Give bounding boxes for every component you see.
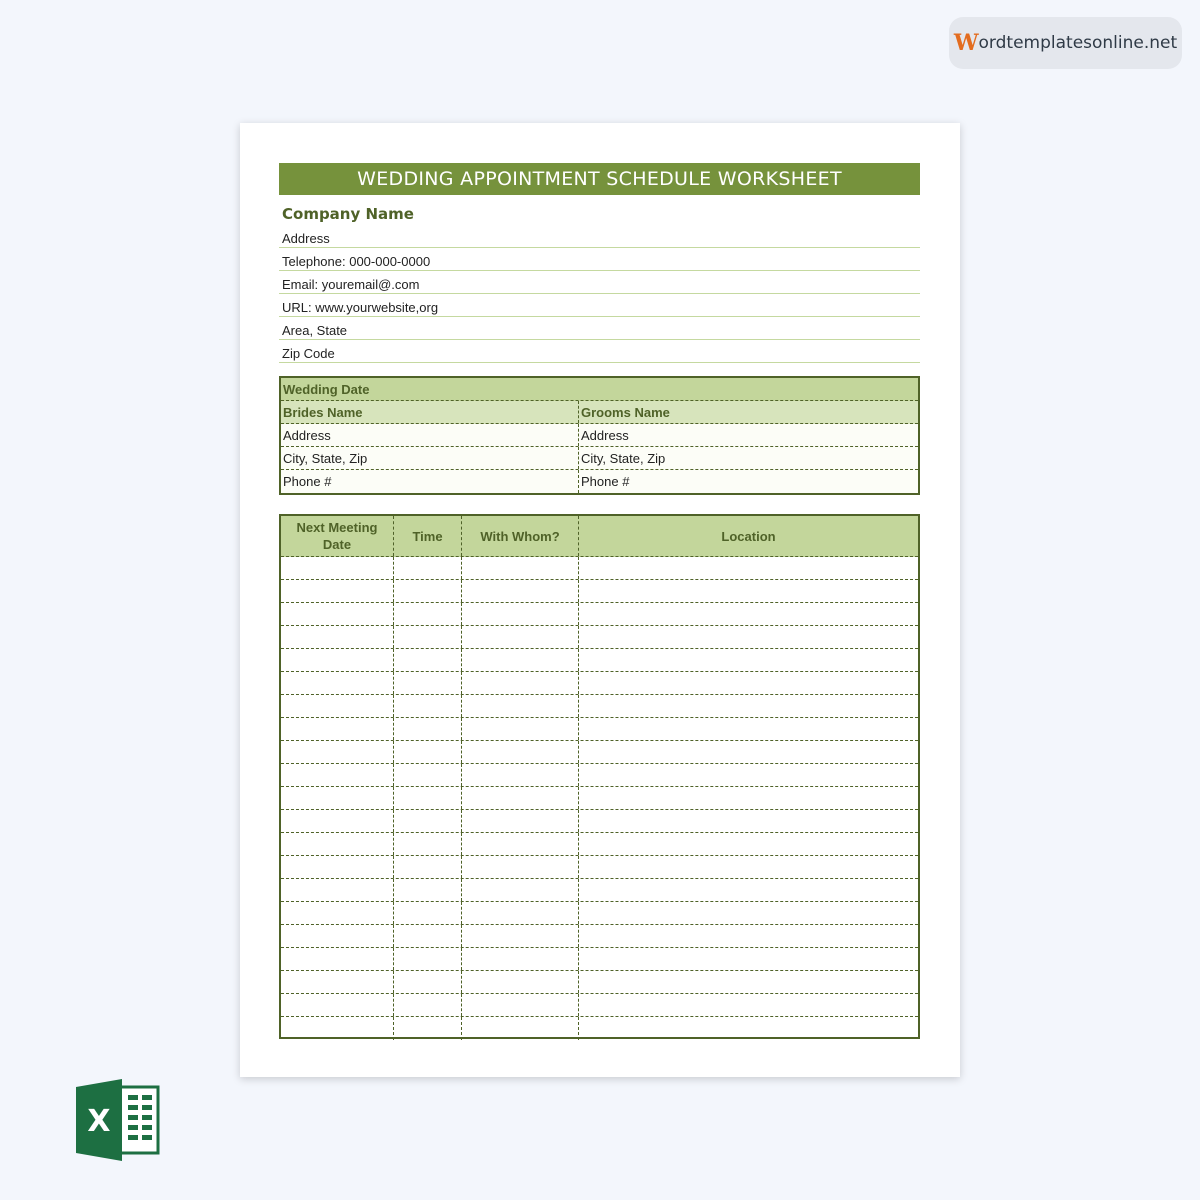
table-row [281, 695, 918, 718]
location-cell[interactable] [579, 649, 918, 671]
table-row [281, 626, 918, 649]
location-cell[interactable] [579, 557, 918, 579]
contact-url[interactable]: URL: www.yourwebsite,org [279, 295, 920, 317]
wedding-date-label[interactable]: Wedding Date [283, 381, 370, 397]
table-row [281, 603, 918, 626]
time-cell[interactable] [394, 833, 462, 855]
location-cell[interactable] [579, 672, 918, 694]
address-row [281, 424, 918, 447]
time-cell[interactable] [394, 902, 462, 924]
table-row [281, 856, 918, 879]
time-cell[interactable] [394, 557, 462, 579]
groom-city-state-zip[interactable]: City, State, Zip [581, 450, 666, 466]
time-cell[interactable] [394, 856, 462, 878]
location-cell[interactable] [579, 902, 918, 924]
with-whom-cell[interactable] [462, 994, 579, 1016]
table-row [281, 787, 918, 810]
with-whom-cell[interactable] [462, 902, 579, 924]
with-whom-cell[interactable] [462, 856, 579, 878]
location-cell[interactable] [579, 741, 918, 763]
time-cell[interactable] [394, 718, 462, 740]
table-row [281, 902, 918, 925]
with-whom-cell[interactable] [462, 971, 579, 993]
next-meeting-date-cell[interactable] [281, 649, 394, 671]
time-cell[interactable] [394, 1017, 462, 1040]
next-meeting-date-cell[interactable] [281, 787, 394, 809]
phone-row [281, 470, 918, 493]
bride-city-state-zip[interactable]: City, State, Zip [281, 447, 579, 469]
brand-name: ordtemplatesonline.net [978, 33, 1178, 53]
wedding-date-row [281, 378, 918, 401]
table-row [281, 810, 918, 833]
next-meeting-date-cell[interactable] [281, 718, 394, 740]
city-row [281, 447, 918, 470]
next-meeting-date-cell[interactable] [281, 764, 394, 786]
next-meeting-date-cell[interactable] [281, 810, 394, 832]
with-whom-cell[interactable] [462, 557, 579, 579]
location-cell[interactable] [579, 971, 918, 993]
table-row [281, 994, 918, 1017]
location-cell[interactable] [579, 626, 918, 648]
table-row [281, 1017, 918, 1040]
next-meeting-date-cell[interactable] [281, 902, 394, 924]
time-cell[interactable] [394, 672, 462, 694]
grooms-name-label[interactable]: Grooms Name [581, 404, 670, 420]
next-meeting-date-cell[interactable] [281, 695, 394, 717]
table-row [281, 741, 918, 764]
contact-area-state[interactable]: Area, State [279, 318, 920, 340]
header-with-whom: With Whom? [462, 516, 579, 556]
table-row [281, 925, 918, 948]
excel-icon-letter: X [87, 1104, 111, 1139]
with-whom-cell[interactable] [462, 810, 579, 832]
time-cell[interactable] [394, 948, 462, 970]
document-page [240, 123, 960, 1077]
groom-phone[interactable]: Phone # [581, 474, 630, 489]
time-cell[interactable] [394, 879, 462, 901]
with-whom-cell[interactable] [462, 672, 579, 694]
next-meeting-date-cell[interactable] [281, 1017, 394, 1040]
location-cell[interactable] [579, 833, 918, 855]
table-row [281, 718, 918, 741]
location-cell[interactable] [579, 1017, 918, 1040]
next-meeting-date-cell[interactable] [281, 741, 394, 763]
document-title: WEDDING APPOINTMENT SCHEDULE WORKSHEET [279, 163, 920, 195]
schedule-table [279, 514, 920, 1039]
company-name[interactable]: Company Name [282, 205, 414, 223]
contact-block [279, 226, 920, 364]
with-whom-cell[interactable] [462, 833, 579, 855]
next-meeting-date-cell[interactable] [281, 557, 394, 579]
bride-phone[interactable]: Phone # [281, 470, 579, 493]
header-time: Time [394, 516, 462, 556]
contact-email[interactable]: Email: youremail@.com [279, 272, 920, 294]
brides-name-label[interactable]: Brides Name [281, 401, 579, 423]
schedule-header [281, 516, 918, 557]
schedule-body [281, 557, 918, 1040]
table-row [281, 948, 918, 971]
with-whom-cell[interactable] [462, 948, 579, 970]
contact-zip[interactable]: Zip Code [279, 341, 920, 363]
with-whom-cell[interactable] [462, 787, 579, 809]
next-meeting-date-cell[interactable] [281, 948, 394, 970]
location-cell[interactable] [579, 764, 918, 786]
names-row [281, 401, 918, 424]
with-whom-cell[interactable] [462, 925, 579, 947]
with-whom-cell[interactable] [462, 695, 579, 717]
wedding-info-table [279, 376, 920, 495]
next-meeting-date-cell[interactable] [281, 833, 394, 855]
location-cell[interactable] [579, 603, 918, 625]
next-meeting-date-cell[interactable] [281, 971, 394, 993]
with-whom-cell[interactable] [462, 879, 579, 901]
header-next-meeting-date: Next Meeting Date [281, 516, 394, 556]
brand-initial: W [953, 30, 979, 56]
with-whom-cell[interactable] [462, 718, 579, 740]
location-cell[interactable] [579, 879, 918, 901]
next-meeting-date-cell[interactable] [281, 994, 394, 1016]
location-cell[interactable] [579, 580, 918, 602]
with-whom-cell[interactable] [462, 603, 579, 625]
time-cell[interactable] [394, 603, 462, 625]
bride-address[interactable]: Address [281, 424, 579, 446]
time-cell[interactable] [394, 626, 462, 648]
next-meeting-date-cell[interactable] [281, 856, 394, 878]
location-cell[interactable] [579, 810, 918, 832]
next-meeting-date-cell[interactable] [281, 580, 394, 602]
header-location: Location [721, 528, 776, 544]
time-cell[interactable] [394, 649, 462, 671]
contact-telephone[interactable]: Telephone: 000-000-0000 [279, 249, 920, 271]
with-whom-cell[interactable] [462, 741, 579, 763]
table-row [281, 879, 918, 902]
with-whom-cell[interactable] [462, 580, 579, 602]
with-whom-cell[interactable] [462, 649, 579, 671]
table-row [281, 649, 918, 672]
excel-icon [76, 1079, 160, 1161]
table-row [281, 971, 918, 994]
location-cell[interactable] [579, 718, 918, 740]
table-row [281, 833, 918, 856]
time-cell[interactable] [394, 695, 462, 717]
table-row [281, 580, 918, 603]
location-cell[interactable] [579, 948, 918, 970]
next-meeting-date-cell[interactable] [281, 672, 394, 694]
location-cell[interactable] [579, 787, 918, 809]
time-cell[interactable] [394, 810, 462, 832]
with-whom-cell[interactable] [462, 626, 579, 648]
time-cell[interactable] [394, 971, 462, 993]
with-whom-cell[interactable] [462, 764, 579, 786]
location-cell[interactable] [579, 695, 918, 717]
time-cell[interactable] [394, 994, 462, 1016]
next-meeting-date-cell[interactable] [281, 603, 394, 625]
next-meeting-date-cell[interactable] [281, 879, 394, 901]
table-row [281, 672, 918, 695]
time-cell[interactable] [394, 580, 462, 602]
time-cell[interactable] [394, 741, 462, 763]
with-whom-cell[interactable] [462, 1017, 579, 1040]
groom-address[interactable]: Address [581, 427, 629, 443]
time-cell[interactable] [394, 925, 462, 947]
next-meeting-date-cell[interactable] [281, 626, 394, 648]
table-row [281, 557, 918, 580]
table-row [281, 764, 918, 787]
location-cell[interactable] [579, 856, 918, 878]
location-cell[interactable] [579, 994, 918, 1016]
contact-address[interactable]: Address [279, 226, 920, 248]
time-cell[interactable] [394, 764, 462, 786]
location-cell[interactable] [579, 925, 918, 947]
time-cell[interactable] [394, 787, 462, 809]
next-meeting-date-cell[interactable] [281, 925, 394, 947]
brand-logo [949, 17, 1182, 69]
